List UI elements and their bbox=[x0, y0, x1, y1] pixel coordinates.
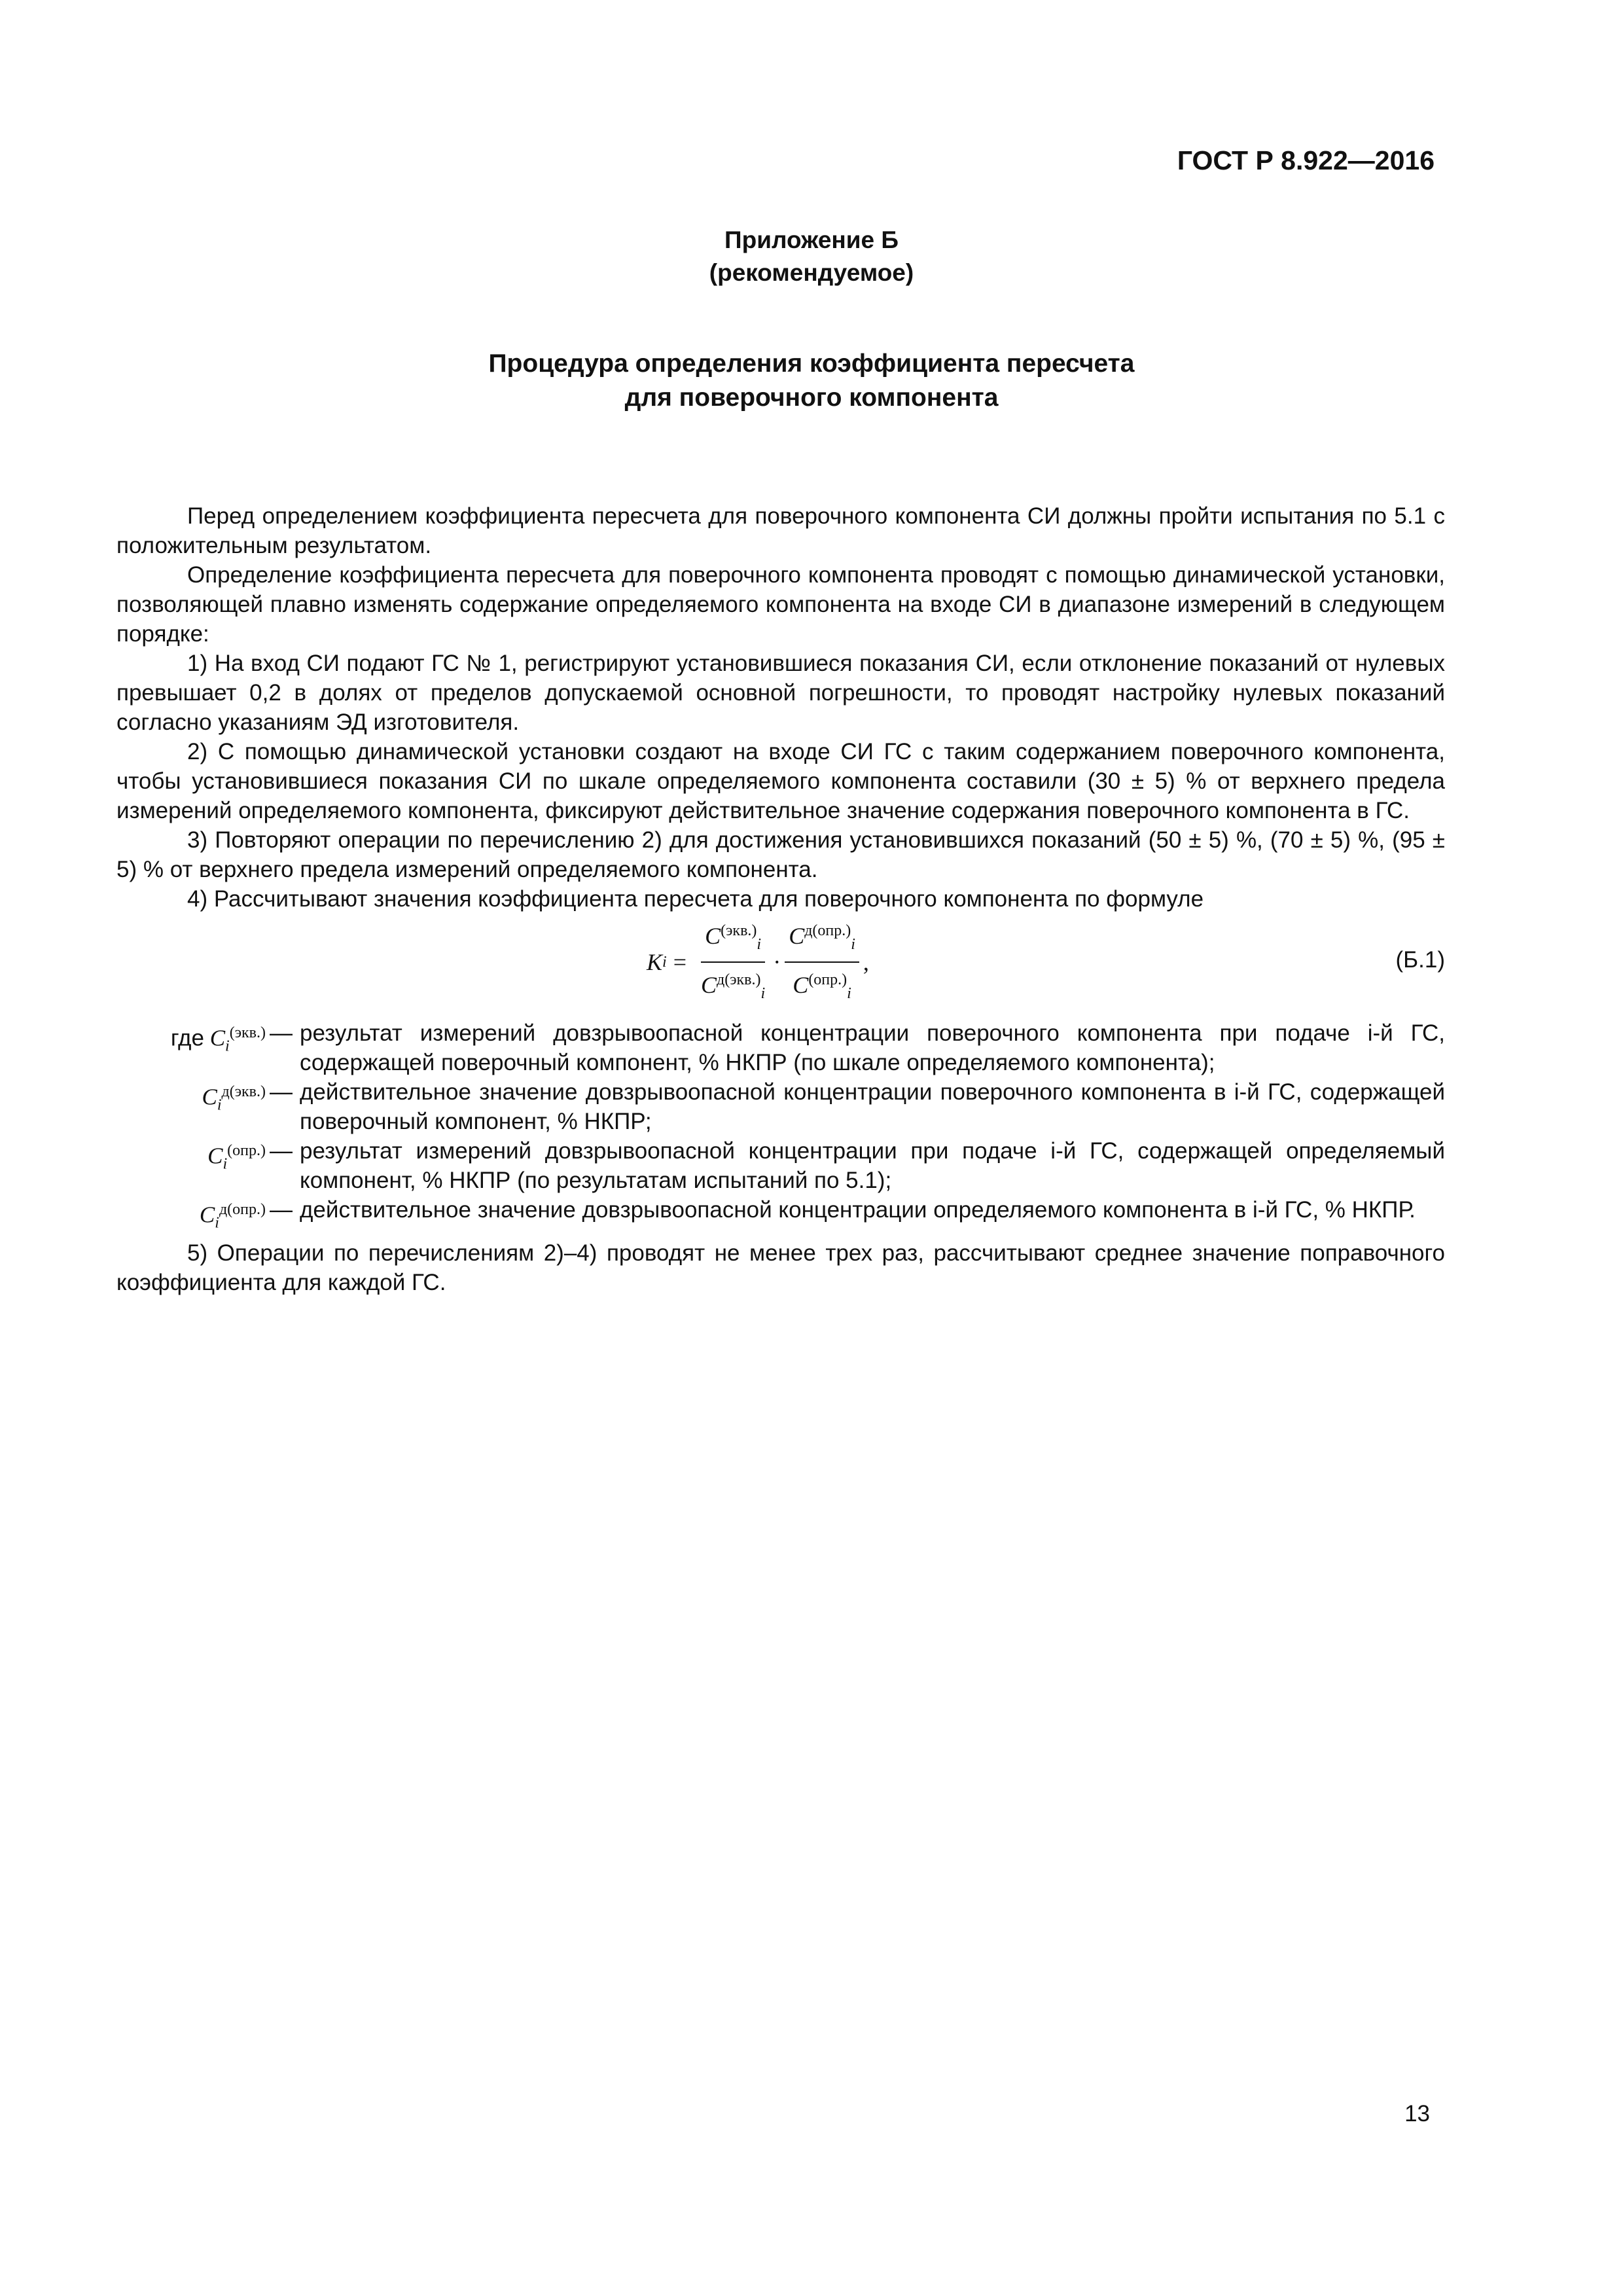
formula-sub: i bbox=[757, 936, 762, 953]
annex-status: (рекомендуемое) bbox=[709, 259, 914, 286]
document-body bbox=[116, 501, 1445, 1297]
page-number: 13 bbox=[1404, 2101, 1430, 2126]
formula-dot: · bbox=[773, 948, 781, 975]
formula-sup: (экв.) bbox=[229, 1024, 266, 1041]
formula-symbol: C bbox=[209, 1025, 226, 1051]
formula-sub: i bbox=[223, 1155, 228, 1173]
definition-text: действительное значение довзрывоопасной концентрации определяемого компонента в i-й ГС, % НКПР. bbox=[300, 1197, 1416, 1223]
formula-symbol: C bbox=[207, 1143, 223, 1169]
dash: — bbox=[270, 1138, 293, 1164]
dash: — bbox=[270, 1197, 293, 1223]
formula-sub: i bbox=[760, 985, 766, 1003]
formula-sub: i bbox=[847, 985, 851, 1003]
definitions-list bbox=[116, 1018, 1445, 1238]
formula-symbol: C bbox=[789, 922, 805, 949]
definition-item bbox=[116, 1077, 1445, 1136]
list-item: 3) Повторяют операции по перечислению 2) для достижения установившихся показаний (50 ± 5) %, (70 ± 5) %, (95 ± 5) % от верхнего предела измерений определяемого компонента. bbox=[116, 827, 1445, 882]
definition-text: результат измерений довзрывоопасной концентрации поверочного компонента при подаче i-й ГС, содержащей поверочный компонент, % НКПР (по шкале определяемого компонента); bbox=[300, 1020, 1445, 1075]
definition-symbol bbox=[116, 1136, 270, 1179]
equation-number: (Б.1) bbox=[1395, 947, 1445, 973]
standard-code: ГОСТ Р 8.922—2016 bbox=[1177, 145, 1435, 175]
formula-sub: i bbox=[217, 1096, 222, 1114]
formula-symbol: C bbox=[199, 1202, 215, 1228]
formula-sup: (экв.) bbox=[721, 922, 757, 939]
list-item: 5) Операции по перечислениям 2)–4) проводят не менее трех раз, рассчитывают среднее значение поправочного коэффициента для каждой ГС. bbox=[116, 1240, 1445, 1295]
definition-text: результат измерений довзрывоопасной концентрации при подаче i-й ГС, содержащей определяемый компонент, % НКПР (по результатам испытаний по 5.1); bbox=[300, 1138, 1445, 1193]
formula-sup: д(опр.) bbox=[804, 922, 851, 939]
where-label: где bbox=[170, 1025, 204, 1051]
definition-symbol bbox=[116, 1077, 270, 1121]
formula-sup: д(экв.) bbox=[717, 971, 761, 988]
formula bbox=[647, 923, 869, 1001]
dash: — bbox=[270, 1020, 293, 1046]
formula-sup: (опр.) bbox=[227, 1142, 266, 1159]
final-step bbox=[116, 1238, 1445, 1297]
formula-sup: д(экв.) bbox=[221, 1083, 266, 1100]
list-item: 4) Рассчитывают значения коэффициента пересчета для поверочного компонента по формуле bbox=[187, 886, 1204, 912]
definition-text: действительное значение довзрывоопасной концентрации поверочного компонента в i-й ГС, содержащей поверочный компонент, % НКПР; bbox=[300, 1079, 1445, 1134]
title-line-2: для поверочного компонента bbox=[624, 384, 999, 412]
annex-label: Приложение Б bbox=[724, 226, 899, 253]
definition-symbol bbox=[116, 1018, 270, 1062]
title-line-1: Процедура определения коэффициента пересчета bbox=[488, 350, 1135, 378]
formula-symbol: C bbox=[701, 972, 717, 998]
list-item: 2) С помощью динамической установки создают на входе СИ ГС с таким содержанием поверочного компонента, чтобы установившиеся показания СИ по шкале определяемого компонента составили (30 ± 5) % от верхнего предела измерений определяемого компонента, фиксируют действительное значение содержания поверочного компонента в ГС. bbox=[116, 739, 1445, 823]
formula-lhs-index: i bbox=[662, 953, 667, 971]
definition-item bbox=[116, 1136, 1445, 1195]
definition-item bbox=[116, 1195, 1445, 1238]
list-item: 1) На вход СИ подают ГС № 1, регистрируют установившиеся показания СИ, если отклонение показаний от нулевых превышает 0,2 в долях от пределов допускаемой основной погрешности, то проводят настройку нулевых показаний согласно указаниям ЭД изготовителя. bbox=[116, 651, 1445, 735]
dash: — bbox=[270, 1079, 293, 1105]
fraction-2 bbox=[785, 914, 859, 1011]
formula-symbol: C bbox=[202, 1084, 217, 1110]
formula-sub: i bbox=[851, 936, 855, 953]
formula-sup: (опр.) bbox=[808, 971, 847, 988]
formula-sub: i bbox=[215, 1214, 219, 1232]
section-title bbox=[0, 347, 1623, 415]
definition-item bbox=[116, 1018, 1445, 1077]
formula-sub: i bbox=[225, 1037, 230, 1055]
formula-equals: = bbox=[673, 948, 687, 975]
paragraph: Перед определением коэффициента пересчета для поверочного компонента СИ должны пройти испытания по 5.1 с положительным результатом. bbox=[116, 503, 1445, 558]
formula-comma: , bbox=[863, 948, 869, 975]
formula-symbol: C bbox=[793, 972, 809, 998]
annex-heading bbox=[0, 224, 1623, 289]
formula-lhs: K bbox=[647, 948, 663, 975]
formula-sup: д(опр.) bbox=[219, 1201, 266, 1218]
formula-symbol: C bbox=[705, 922, 721, 949]
formula-block bbox=[116, 923, 1445, 1001]
definition-symbol bbox=[116, 1195, 270, 1238]
paragraph: Определение коэффициента пересчета для поверочного компонента проводят с помощью динамической установки, позволяющей плавно изменять содержание определяемого компонента на входе СИ в диапазоне измерений в следующем порядке: bbox=[116, 562, 1445, 647]
fraction-1 bbox=[697, 914, 769, 1011]
